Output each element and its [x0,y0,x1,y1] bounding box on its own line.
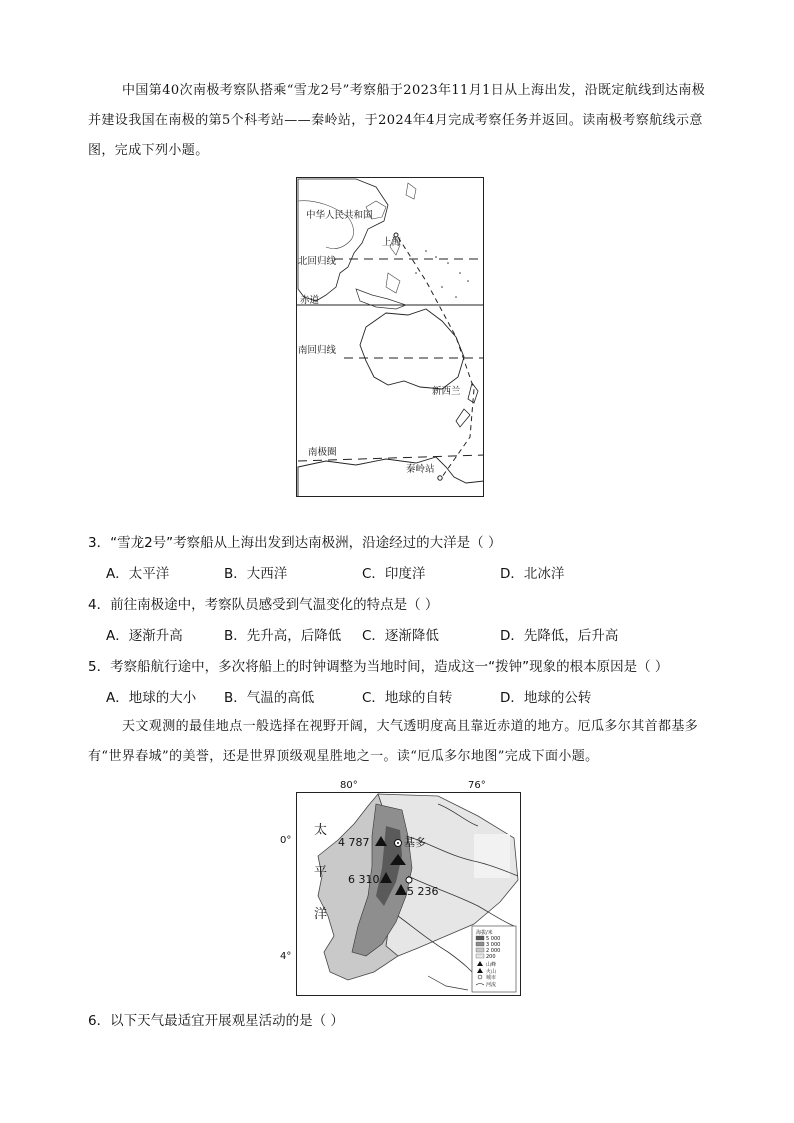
q5-option-b[interactable]: B．气温的高低 [224,690,315,706]
q3-option-a[interactable]: A．太平洋 [106,566,170,582]
label-qinling-station: 秦岭站 [406,464,435,475]
q4-option-d[interactable]: D．先降低，后升高 [500,628,619,644]
legend-title: 海拔/米 [476,930,493,936]
ocean-char-2: 平 [314,865,328,880]
ocean-char-3: 洋 [314,907,328,922]
label-quito: 基多 [404,836,426,849]
question-4-stem: 4．前往南极途中，考察队员感受到气温变化的特点是（ ） [88,597,439,613]
svg-text:200: 200 [486,954,496,960]
intro-paragraph-1: 中国第40次南极考察队搭乘“雪龙2号”考察船于2023年11月1日从上海出发，沿既定航线到达南极并建设我国在南极的第5个科考站——秦岭站，于2024年4月完成考察任务并返回。读南极考察航线示意图，完成下列小题。 [88,83,706,158]
label-tropic-capricorn: 南回归线 [298,345,337,356]
svg-text:山峰: 山峰 [486,962,497,968]
label-china: 中华人民共和国 [306,210,373,221]
q5-option-d[interactable]: D．地球的公转 [500,690,592,706]
q4-option-b[interactable]: B．先升高，后降低 [224,628,342,644]
q4-option-a[interactable]: A．逐渐升高 [106,628,183,644]
label-equator: 赤道 [300,295,320,306]
svg-text:火山: 火山 [486,969,497,975]
map-legend [472,926,516,992]
q3-option-c[interactable]: C．印度洋 [362,566,426,582]
peak-label-1: 4 787 [338,836,370,849]
svg-text:城市: 城市 [486,975,497,981]
q3-option-b[interactable]: B．大西洋 [224,566,288,582]
qinling-station-dot [438,476,442,480]
label-new-zealand: 新西兰 [432,386,461,397]
peak-label-3: 5 236 [407,885,439,898]
q4-option-c[interactable]: C．逐渐降低 [362,628,439,644]
label-tropic-cancer: 北回归线 [298,256,337,267]
ecuador-map [278,776,524,998]
lat-label-0: 0° [280,835,292,846]
intro-paragraph-2: 天文观测的最佳地点一般选择在视野开阔，大气透明度高且靠近赤道的地方。厄瓜多尔其首都基多有“世界春城”的美誉，还是世界顶级观星胜地之一。读“厄瓜多尔地图”完成下面小题。 [88,719,699,764]
q3-option-d[interactable]: D．北冰洋 [500,566,565,582]
label-shanghai: 上海 [382,237,402,248]
svg-text:河流: 河流 [486,982,497,988]
svg-text:2 000: 2 000 [486,948,501,954]
q5-option-a[interactable]: A．地球的大小 [106,690,197,706]
question-5-stem: 5．考察船航行途中，多次将船上的时钟调整为当地时间，造成这一“拨钟”现象的根本原因是（ ） [88,659,669,675]
label-antarctic-circle: 南极圈 [308,447,337,458]
antarctic-route-map [296,177,484,497]
lon-label-76: 76° [468,780,486,791]
ocean-char-1: 太 [314,823,328,838]
peak-label-2: 6 310 [348,873,380,886]
lon-label-80: 80° [340,780,358,791]
svg-text:3 000: 3 000 [486,942,501,948]
city-icon [406,877,412,883]
q5-option-c[interactable]: C．地球的自转 [362,690,453,706]
question-6-stem: 6．以下天气最适宜开展观星活动的是（ ） [88,1013,344,1029]
svg-text:5 000: 5 000 [486,936,501,942]
question-3-stem: 3．“雪龙2号”考察船从上海出发到达南极洲，沿途经过的大洋是（ ） [88,535,502,551]
lat-label-4: 4° [280,951,292,962]
